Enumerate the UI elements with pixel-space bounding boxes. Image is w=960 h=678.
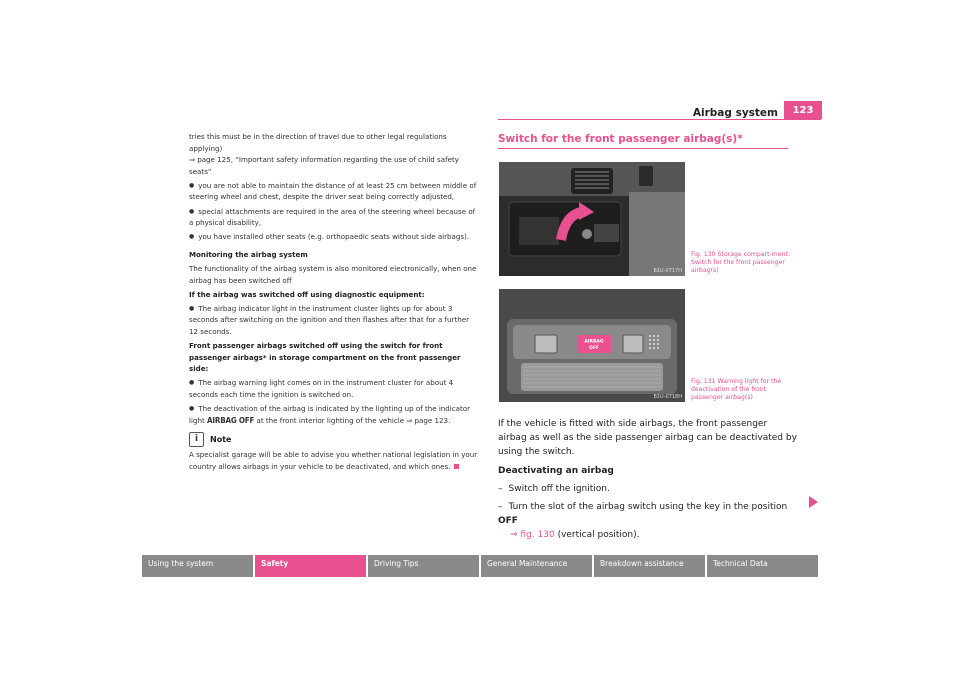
- note-header: [189, 432, 479, 447]
- bullet-item: ● The airbag warning light comes on in the instrument cluster for about 4 seconds each time the ignition is switched on.: [189, 377, 479, 400]
- bullet-item: ● The airbag indicator light in the instrument cluster lights up for about 3 seconds after switching on the ignition and then flashes after that for a further 12 seconds.: [189, 303, 479, 338]
- airbag-off-indicator-text: AIRBAG OFF: [207, 415, 255, 425]
- section-end-mark: [454, 464, 459, 469]
- paragraph: The functionality of the airbag system is also monitored electronically, when one airbag has been switched off: [189, 263, 477, 285]
- note-text: A specialist garage will be able to advise you whether national legislation in your country allows airbags in your vehicle to be deactivated, and which ones.: [189, 450, 478, 471]
- subheading-deactivating: Deactivating an airbag: [498, 466, 614, 477]
- footer-tab-safety[interactable]: Safety: [255, 555, 366, 577]
- subheading-monitoring: Monitoring the airbag system: [189, 249, 308, 259]
- paragraph: tries this must be in the direction of travel due to other legal regulations applying) ⇒ page 125, “Important safety information regarding the use of child safety seats”: [189, 132, 459, 176]
- fig131-indicator-line2: OFF: [589, 346, 599, 351]
- figure-code: B1U-0717H: [653, 268, 682, 274]
- footer-tab-breakdown-assistance[interactable]: Breakdown assistance: [594, 555, 705, 577]
- page-header-title: Airbag system: [692, 107, 778, 119]
- note-icon: i: [189, 432, 204, 447]
- figure-130-storage-compartment: [499, 162, 685, 276]
- step-item: – Turn the slot of the airbag switch using the key in the position OFF ⇒ fig. 130 (vertical position).: [498, 501, 798, 542]
- intro-paragraph: If the vehicle is fitted with side airbags, the front passenger airbag as well as the side passenger airbag can be deactivated by using the switch.: [498, 419, 797, 457]
- page-number: 123: [784, 101, 822, 119]
- figure-131-warning-light: [499, 289, 685, 402]
- step-item: – Switch off the ignition.: [498, 483, 798, 497]
- section-title: Switch for the front passenger airbag(s)*: [498, 133, 743, 145]
- page-reference: ⇒ page 125, “Important safety information regarding the use of child safety seats”: [189, 155, 459, 176]
- bullet-item: ● special attachments are required in the area of the steering wheel because of a physical disability,: [189, 206, 479, 229]
- figure-code: B1U-0718H: [653, 394, 682, 400]
- figure-130-caption: Fig. 130 Storage compart-ment: Switch for the front passenger airbag(s): [691, 251, 791, 274]
- bullet-item: ● you have installed other seats (e.g. orthopaedic seats without side airbags).: [189, 231, 479, 243]
- figure-131-caption: Fig. 131 Warning light for the deactivation of the front passenger airbag(s): [691, 378, 782, 401]
- bullet-item: ● you are not able to maintain the distance of at least 25 cm between middle of steering wheel and chest, despite the driver seat being correctly adjusted,: [189, 180, 479, 203]
- footer-tab-general-maintenance[interactable]: General Maintenance: [481, 555, 592, 577]
- subheading-front-passenger: Front passenger airbags switched off using the switch for front passenger airbags* in storage compartment on the front passenger side:: [189, 341, 461, 374]
- next-page-arrow-icon[interactable]: [809, 496, 818, 508]
- footer-tab-using-the-system[interactable]: Using the system: [142, 555, 253, 577]
- footer-tab-driving-tips[interactable]: Driving Tips: [368, 555, 479, 577]
- header-rule: [498, 119, 821, 120]
- figure-link[interactable]: ⇒ fig. 130: [510, 529, 555, 540]
- interior-light-illustration: [499, 289, 685, 402]
- section-rule: [498, 148, 788, 149]
- subheading-diagnostic: If the airbag was switched off using diagnostic equipment:: [189, 289, 425, 299]
- bullet-item: ● The deactivation of the airbag is indicated by the lighting up of the indicator light AIRBAG OFF at the front interior lighting of the vehicle ⇒ page 123.: [189, 403, 479, 426]
- footer-tab-technical-data[interactable]: Technical Data: [707, 555, 818, 577]
- left-column: [189, 131, 479, 475]
- note-label: Note: [210, 434, 232, 444]
- footer-nav: [142, 555, 822, 577]
- storage-compartment-illustration: [499, 162, 685, 276]
- fig131-indicator-line1: AIRBAG: [584, 339, 604, 345]
- right-column-body: [498, 418, 798, 546]
